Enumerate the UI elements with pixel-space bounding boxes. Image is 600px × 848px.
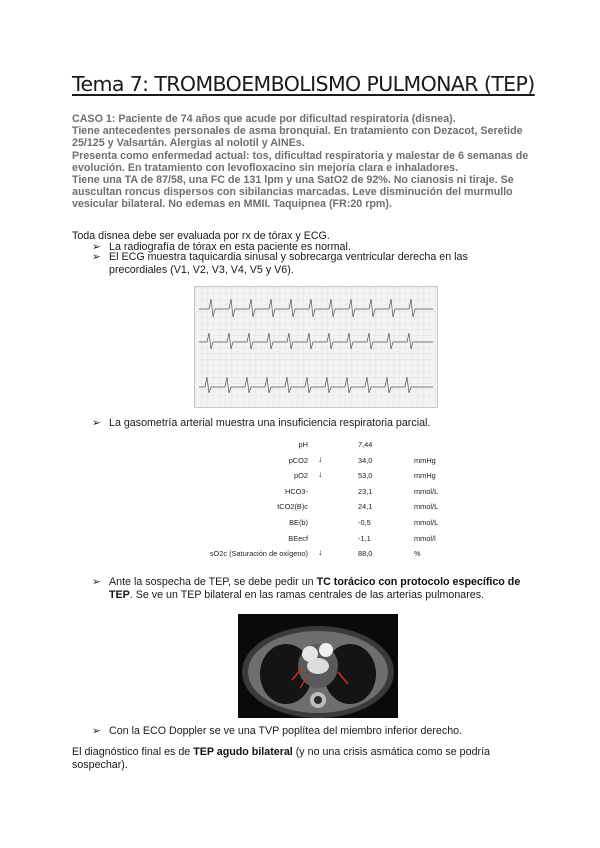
case-line-3: Presenta como enfermedad actual: tos, dificultad respiratoria y malestar de 6 semanas de evolución. En tratamiento con levofloxacino sin mejoría clara e inhaladores. [72, 149, 529, 174]
arrow-bullet-icon: ➢ [92, 417, 101, 429]
gas-param: pH [298, 440, 308, 449]
gas-value: 88,0 [358, 549, 373, 559]
gas-unit: mmol/L [414, 486, 439, 496]
table-row [0, 440, 600, 452]
table-row [0, 518, 600, 530]
intro-text: Toda disnea debe ser evaluada por rx de tórax y ECG. [72, 230, 330, 242]
table-row [0, 534, 600, 546]
arrow-bullet-icon: ➢ [92, 725, 101, 737]
table-row [0, 549, 600, 561]
case-line-2: Tiene antecedentes personales de asma bronquial. En tratamiento con Dezacot, Seretide 25/125 y Valsartán. Alergias al nolotil y AINEs. [72, 125, 523, 150]
gas-arrow: ↓ [318, 469, 323, 480]
gas-param: tCO2(B)c [277, 502, 308, 512]
gas-param: sO2c (Saturación de oxígeno) [209, 549, 308, 559]
arrow-bullet-icon: ➢ [92, 251, 101, 263]
case-line-1: CASO 1: Paciente de 74 años que acude por dificultad respiratoria (disnea). [72, 113, 456, 125]
ct-emphasis: TC torácico con protocolo específico de TEP [109, 576, 521, 601]
gas-unit: mmol/L [414, 502, 439, 512]
gas-unit: mmHg [414, 455, 436, 465]
arrow-bullet-icon: ➢ [92, 576, 101, 588]
table-row [0, 502, 600, 514]
table-row [0, 471, 600, 483]
conclusion-text: El diagnóstico final es de TEP agudo bilateral (y no una crisis asmática como se podría sospechar). [72, 746, 490, 771]
gas-param: HCO3- [285, 486, 308, 496]
gas-value: -0,5 [358, 518, 371, 527]
gas-unit: mmol/L [414, 518, 439, 527]
gas-param: BEecf [288, 533, 308, 543]
gas-unit: mmol/l [414, 533, 436, 543]
gas-value: 34,0 [358, 455, 373, 465]
gas-arrow: ↓ [318, 547, 323, 558]
gas-param: pO2 [294, 471, 308, 481]
ecg-trace-graphic [195, 287, 437, 407]
ct-scan-image [238, 614, 398, 718]
table-row [0, 453, 600, 468]
page-title: Tema 7: TROMBOEMBOLISMO PULMONAR (TEP) [72, 72, 535, 96]
gas-arrow: ↓ [318, 453, 323, 464]
case-description [72, 113, 532, 211]
table-row [0, 487, 600, 499]
diagnosis-emphasis: TEP agudo bilateral [193, 746, 293, 758]
arrow-bullet-icon: ➢ [92, 241, 101, 253]
gas-value: 7,44 [358, 440, 373, 449]
gas-value: 24,1 [358, 502, 373, 512]
gas-value: 53,0 [358, 471, 373, 481]
ct-scan-graphic [238, 614, 398, 718]
ecg-image [194, 286, 438, 408]
gas-unit: mmHg [414, 471, 436, 481]
gas-value: 23,1 [358, 486, 373, 496]
gas-value: -1,1 [358, 533, 371, 543]
case-label: CASO 1: [72, 113, 116, 125]
case-line-4: Tiene una TA de 87/58, una FC de 131 lpm y una SatO2 de 92%. No cianosis ni tiraje. Se auscultan roncus dispersos con sibilancias marcadas. Leve disminución del murmullo vesicular bilateral. No edemas en MMII. Taquipnea (FR:20 rpm). [72, 174, 514, 211]
gas-param: pCO2 [288, 455, 308, 465]
gas-param: BE(b) [289, 518, 308, 527]
gas-unit: % [414, 549, 421, 559]
